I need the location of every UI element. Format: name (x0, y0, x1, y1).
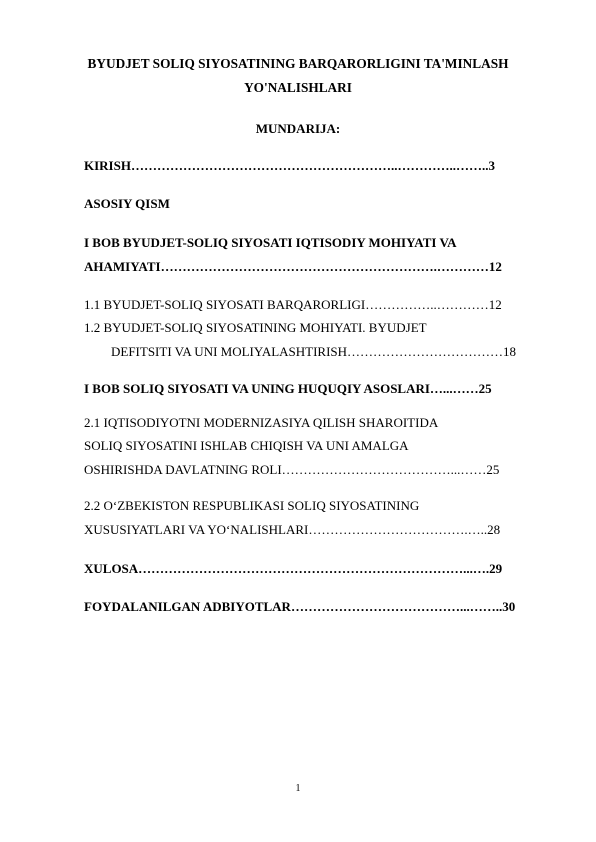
toc-entry-kirish: KIRISH……………………………………………………..…………..……..3 (84, 158, 495, 173)
toc-entry-bob1-line-2: AHAMIYATI……………………………………………………….…………12 (84, 259, 502, 274)
toc-entry-section-1-2-line-2: DEFITSITI VA UNI MOLIYALASHTIRISH………………………………18 (111, 344, 517, 359)
toc-entry-asosiy-qism: ASOSIY QISM (84, 196, 170, 211)
toc-entry-section-2-1-line-1: 2.1 IQTISODIYOTNI MODERNIZASIYA QILISH SHAROITIDA (84, 415, 439, 430)
toc-entry-xulosa: XULOSA…………………………………………………………………...….29 (84, 561, 503, 576)
toc-entry-bob1-line-1: I BOB BYUDJET-SOLIQ SIYOSATI IQTISODIY MOHIYATI VA (84, 235, 457, 250)
document-title-line-1: BYUDJET SOLIQ SIYOSATINING BARQARORLIGINI TA'MINLASH (87, 56, 509, 71)
toc-entry-foydalanilgan-adabiyotlar: FOYDALANILGAN ADBIYOTLAR…………………………………...……..30 (84, 599, 516, 614)
toc-entry-section-2-2-line-2: XUSUSIYATLARI VA YO‘NALISHLARI……………………………….…..28 (84, 522, 501, 537)
toc-entry-section-1-1: 1.1 BYUDJET-SOLIQ SIYOSATI BARQARORLIGI……………..…………12 (84, 297, 502, 312)
toc-entry-section-2-1-line-3: OSHIRISHDA DAVLATNING ROLI…………………………………...……25 (84, 462, 500, 477)
page-number: 1 (295, 783, 301, 794)
toc-entry-section-1-2-line-1: 1.2 BYUDJET-SOLIQ SIYOSATINING MOHIYATI. BYUDJET (84, 320, 427, 335)
toc-entry-bob2: I BOB SOLIQ SIYOSATI VA UNING HUQUQIY ASOSLARI…...……25 (84, 381, 492, 396)
toc-entry-section-2-1-line-2: SOLIQ SIYOSATINI ISHLAB CHIQISH VA UNI AMALGA (84, 438, 409, 453)
contents-heading: MUNDARIJA: (255, 121, 341, 136)
toc-entry-section-2-2-line-1: 2.2 O‘ZBEKISTON RESPUBLIKASI SOLIQ SIYOSATINING (84, 498, 420, 513)
document-title-line-2: YO'NALISHLARI (244, 80, 352, 95)
